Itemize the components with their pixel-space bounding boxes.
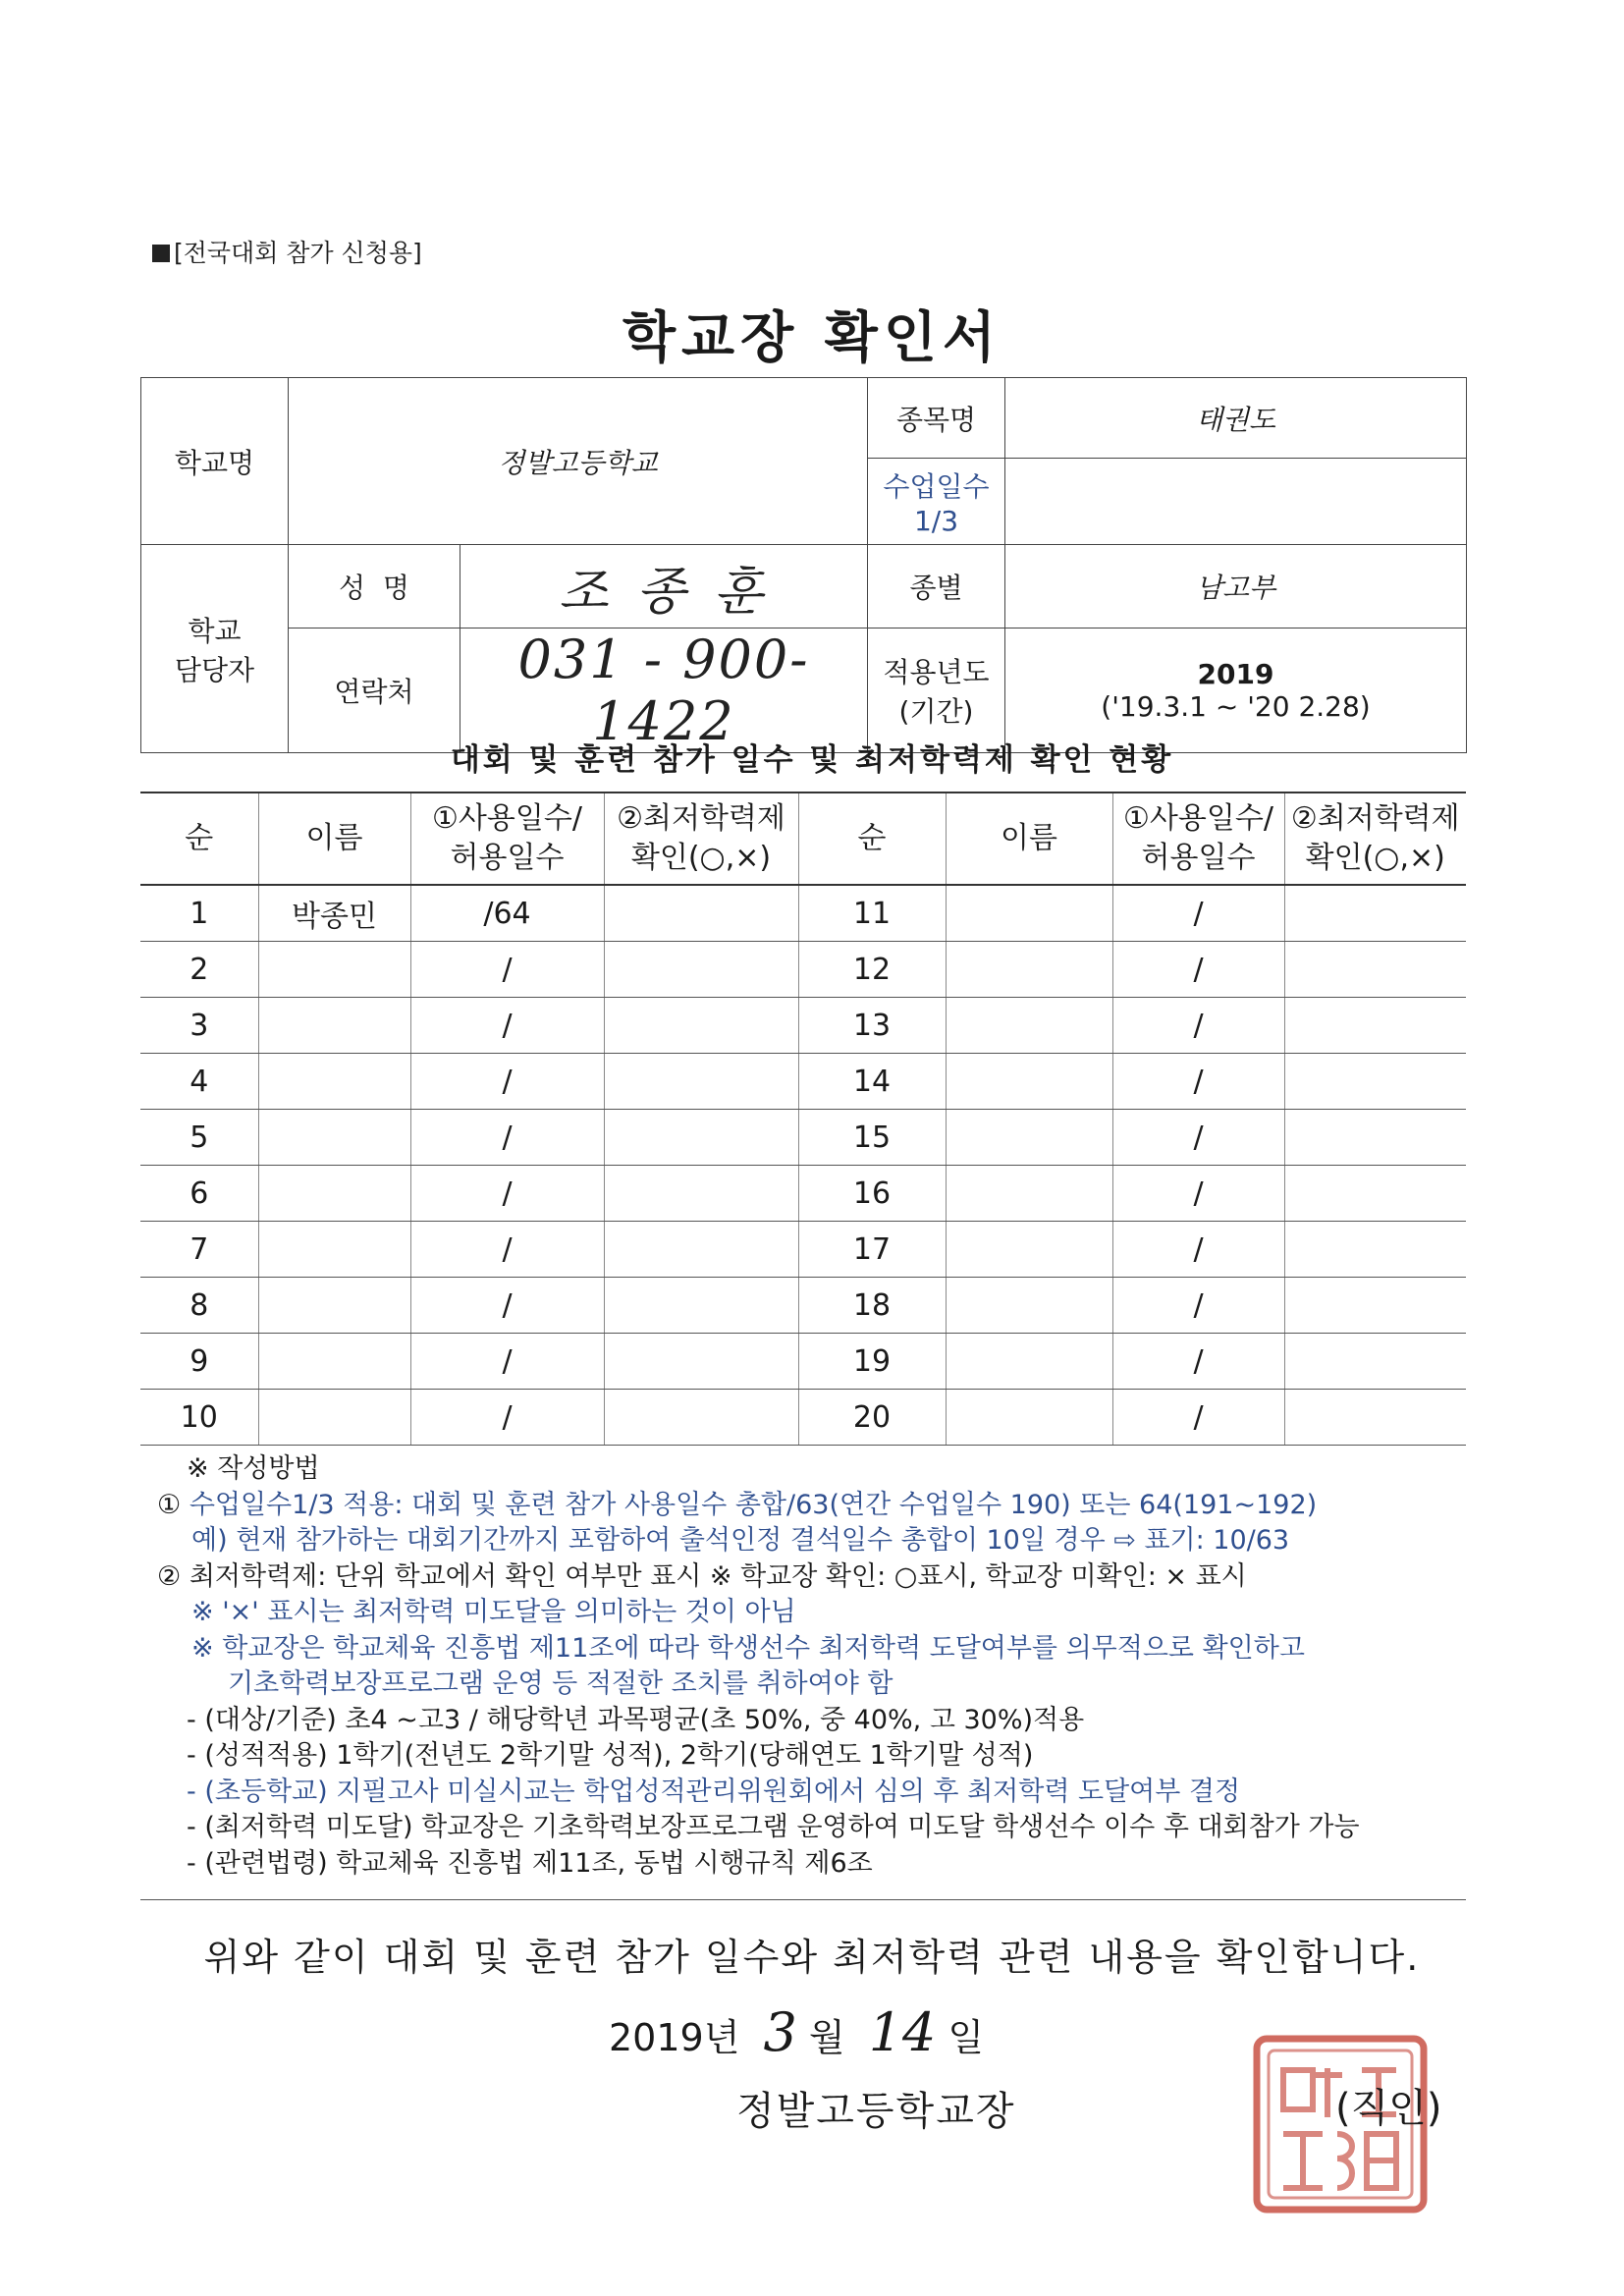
row-days: / [410,1166,604,1222]
table-row [140,1222,1466,1278]
row-check [1284,1278,1466,1334]
note-2 [157,1559,1502,1596]
division-label: 종별 [868,545,1005,629]
row-name [258,1110,410,1166]
row-days: / [1112,1110,1284,1166]
row-days: / [410,1054,604,1110]
table-row [140,1334,1466,1390]
col-name: 이름 [946,793,1112,885]
row-name [946,1390,1112,1446]
col-days-line1: ①사용일수/ [432,801,582,836]
col-no: 순 [140,793,258,885]
row-check [1284,998,1466,1054]
row-no: 15 [798,1110,946,1166]
row-days: / [410,942,604,998]
row-no: 4 [140,1054,258,1110]
table-header-row [140,793,1466,885]
row-days: / [1112,885,1284,942]
date-day-unit: 일 [947,2016,985,2059]
row-days: / [410,1390,604,1446]
principal-name: 정발고등학교장 [736,2089,1016,2134]
name-label: 성 명 [289,545,460,629]
row-no: 9 [140,1334,258,1390]
row-check [1284,1110,1466,1166]
document-title: 학교장 확인서 [622,306,1002,370]
row-check [1284,885,1466,942]
table-row [140,1054,1466,1110]
row-days: / [410,1278,604,1334]
year-period: ('19.3.1 ~ '20 2.28) [1101,690,1371,723]
note-2-sub1: ※ '×' 표시는 최저학력 미도달을 의미하는 것이 아님 [191,1597,796,1627]
col-min [1284,793,1466,885]
note-2-text: 최저학력제: 단위 학교에서 확인 여부만 표시 ※ 학교장 확인: ○표시, 학교장 미확인: × 표시 [189,1560,1247,1592]
col-min-line1: ②최저학력제 [617,801,785,836]
note-1-num: ① [157,1489,182,1520]
class-days-label: 수업일수 [883,470,990,503]
row-no: 8 [140,1278,258,1334]
table-row [140,942,1466,998]
row-check [1284,1166,1466,1222]
table-row [140,1166,1466,1222]
class-days-cell [868,459,1005,545]
division-value: 남고부 [1005,545,1467,629]
row-check [604,1390,798,1446]
row-name [946,1054,1112,1110]
row-no: 17 [798,1222,946,1278]
class-days-fraction: 1/3 [913,505,959,537]
row-days: / [1112,1278,1284,1334]
row-check [604,1054,798,1110]
row-no: 14 [798,1054,946,1110]
row-no: 19 [798,1334,946,1390]
col-days-line2: 허용일수 [450,841,565,875]
row-days: / [410,1334,604,1390]
row-no: 20 [798,1390,946,1446]
col-min-line2: 확인(○,×) [1305,841,1445,875]
table-row [140,1278,1466,1334]
row-no: 18 [798,1278,946,1334]
participation-table [140,792,1466,1446]
row-days: /64 [410,885,604,942]
contact-value-handwritten: 031 - 900-1422 [460,629,868,753]
note-1-example: 예) 현재 참가하는 대회기간까지 포함하여 출석인정 결석일수 총합이 10일 경우 ⇨ 표기: 10/63 [191,1525,1290,1556]
row-days: / [1112,1166,1284,1222]
confirm-statement: 위와 같이 대회 및 훈련 참가 일수와 최저학력 관련 내용을 확인합니다. [203,1936,1421,1979]
row-name [946,1334,1112,1390]
row-days: / [410,1222,604,1278]
row-days: / [410,998,604,1054]
header-table [140,377,1467,753]
row-check [1284,1334,1466,1390]
table-row [140,1110,1466,1166]
col-days-line2: 허용일수 [1141,841,1256,875]
row-name [258,1054,410,1110]
row-no: 11 [798,885,946,942]
row-check [604,1166,798,1222]
col-no: 순 [798,793,946,885]
row-check [604,942,798,998]
row-name [258,1334,410,1390]
staff-label [141,545,289,753]
bullet-5: - (관련법령) 학교체육 진흥법 제11조, 동법 시행규칙 제6조 [187,1847,873,1879]
row-days: / [410,1110,604,1166]
date-month-handwritten: 3 [763,2001,797,2063]
row-check [604,1110,798,1166]
row-check [1284,1390,1466,1446]
row-no: 1 [140,885,258,942]
row-no: 7 [140,1222,258,1278]
col-days [1112,793,1284,885]
row-check [1284,942,1466,998]
event-value: 태권도 [1005,378,1467,459]
date-month-unit: 월 [808,2016,845,2059]
bullet-1: - (대상/기준) 초4 ~고3 / 해당학년 과목평균(초 50%, 중 40%, 고 30%)적용 [187,1704,1085,1735]
row-name [946,1166,1112,1222]
row-name [258,1278,410,1334]
row-check [1284,1222,1466,1278]
row-name [258,1166,410,1222]
notes-heading: ※ 작성방법 [187,1453,320,1484]
bullet-3: - (초등학교) 지필고사 미실시교는 학업성적관리위원회에서 심의 후 최저학력 도달여부 결정 [187,1776,1241,1807]
row-days: / [1112,1334,1284,1390]
row-days: / [1112,998,1284,1054]
row-no: 12 [798,942,946,998]
col-min-line2: 확인(○,×) [630,841,772,875]
divider [140,1899,1466,1900]
staff-label-line1: 학교 [188,614,242,647]
document-tag: [전국대회 참가 신청용] [152,234,422,269]
square-bullet-icon [152,245,170,262]
event-label: 종목명 [868,378,1005,459]
year-label-line2: (기간) [898,695,974,728]
row-name [946,1110,1112,1166]
row-name [258,998,410,1054]
school-name-value: 정발고등학교 [289,378,868,545]
row-check [604,1222,798,1278]
row-days: / [1112,1390,1284,1446]
row-name [258,1390,410,1446]
row-days: / [1112,942,1284,998]
row-no: 2 [140,942,258,998]
row-name [946,942,1112,998]
row-no: 10 [140,1390,258,1446]
col-name: 이름 [258,793,410,885]
issue-date [609,2001,984,2063]
row-name [946,885,1112,942]
section-title: 대회 및 훈련 참가 일수 및 최저학력제 확인 현황 [450,742,1174,778]
instructions [157,1451,1502,1882]
row-name [946,998,1112,1054]
row-name [258,942,410,998]
row-name [946,1222,1112,1278]
row-no: 16 [798,1166,946,1222]
col-min [604,793,798,885]
col-days-line1: ①사용일수/ [1123,801,1273,836]
table-row [140,1390,1466,1446]
row-no: 5 [140,1110,258,1166]
school-name-label: 학교명 [141,378,289,545]
row-days: / [1112,1222,1284,1278]
row-days: / [1112,1054,1284,1110]
row-check [604,1334,798,1390]
note-2-sub2a: ※ 학교장은 학교체육 진흥법 제11조에 따라 학생선수 최저학력 도달여부를 의무적으로 확인하고 [191,1632,1305,1664]
date-year: 2019년 [609,2016,740,2059]
col-min-line1: ②최저학력제 [1290,801,1460,836]
name-value-handwritten: 조 종 훈 [460,545,868,629]
table-row [140,998,1466,1054]
note-2-num: ② [157,1560,182,1592]
row-name: 박종민 [258,885,410,942]
staff-label-line2: 담당자 [174,653,255,686]
bullet-2: - (성적적용) 1학기(전년도 2학기말 성적), 2학기(당해연도 1학기말 성적) [187,1740,1034,1771]
row-check [1284,1054,1466,1110]
year-value: 2019 [1197,658,1274,690]
year-label-line1: 적용년도 [883,656,990,688]
row-no: 3 [140,998,258,1054]
note-1 [157,1488,1502,1524]
class-days-value [1005,459,1467,545]
table-row [140,885,1466,942]
col-days [410,793,604,885]
row-check [604,998,798,1054]
row-no: 13 [798,998,946,1054]
row-no: 6 [140,1166,258,1222]
seal-label: (직인) [1335,2086,1442,2131]
row-name [258,1222,410,1278]
row-check [604,885,798,942]
note-1-text: 수업일수1/3 적용: 대회 및 훈련 참가 사용일수 총합/63(연간 수업일수 190) 또는 64(191~192) [189,1489,1318,1520]
contact-label: 연락처 [289,629,460,753]
bullet-4: - (최저학력 미도달) 학교장은 기초학력보장프로그램 운영하여 미도달 학생선수 이수 후 대회참가 가능 [187,1812,1360,1842]
row-check [604,1278,798,1334]
note-2-sub2b: 기초학력보장프로그램 운영 등 적절한 조치를 취하여야 함 [228,1668,893,1699]
date-day-handwritten: 14 [868,2001,937,2063]
row-name [946,1278,1112,1334]
